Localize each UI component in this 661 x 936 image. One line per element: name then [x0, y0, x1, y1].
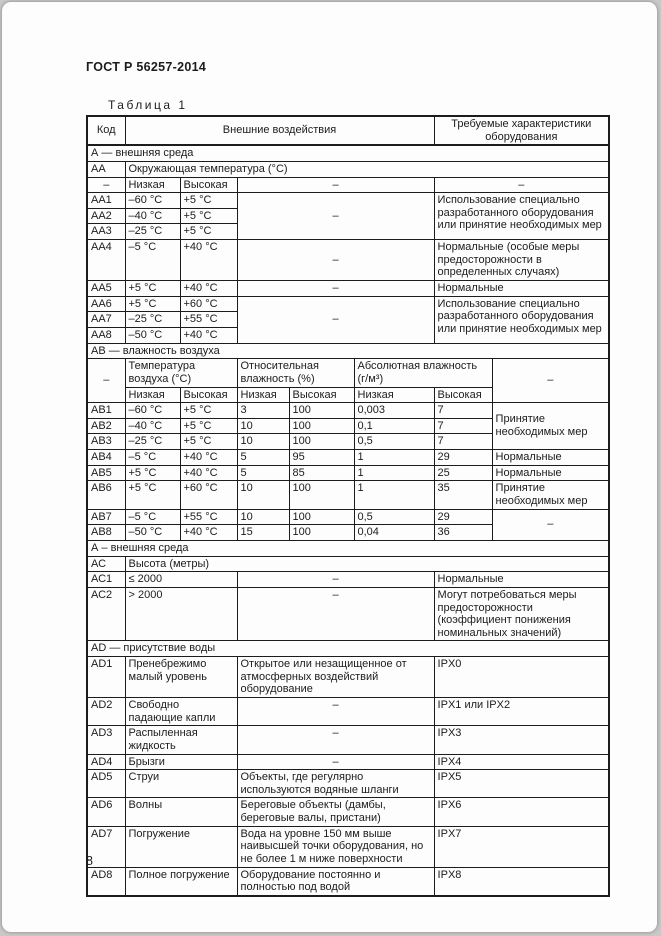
- section-row: [87, 540, 609, 556]
- table-row: [87, 177, 609, 193]
- table-cell: –: [237, 177, 434, 193]
- table-cell: 7: [434, 434, 492, 450]
- table-cell: Относительная влажность (%): [237, 359, 354, 387]
- table-cell: АА: [87, 161, 125, 177]
- table-cell: –60 °С: [125, 403, 180, 419]
- section-row: [87, 641, 609, 657]
- table-cell: 95: [289, 450, 354, 466]
- table-cell: Полное погружение: [125, 867, 237, 896]
- external-influences-table: [86, 115, 610, 897]
- table-cell: 10: [237, 481, 289, 509]
- table-cell: Объекты, где регулярно используются водяные шланги: [237, 770, 434, 798]
- table-cell: Низкая: [125, 387, 180, 403]
- table-cell: –50 °С: [125, 525, 180, 541]
- table-row: [87, 867, 609, 896]
- table-cell: АА1: [87, 193, 125, 209]
- table-cell: +5 °С: [180, 418, 237, 434]
- table-cell: 1: [354, 481, 434, 509]
- table-cell: Струи: [125, 770, 237, 798]
- table-cell: 10: [237, 418, 289, 434]
- table-cell: IPX8: [434, 867, 609, 896]
- table-cell: Принятие необходимых мер: [492, 403, 609, 450]
- table-cell: АА7: [87, 312, 125, 328]
- table-row: [87, 726, 609, 754]
- table-cell: AD3: [87, 726, 125, 754]
- table-row: [87, 798, 609, 826]
- table-cell: Нормальные: [434, 572, 609, 588]
- table-cell: AD1: [87, 657, 125, 698]
- col-header-influences: Внешние воздействия: [125, 116, 434, 145]
- table-cell: IPX6: [434, 798, 609, 826]
- table-cell: 100: [289, 418, 354, 434]
- table-cell: 100: [289, 509, 354, 525]
- table-cell: –: [237, 726, 434, 754]
- table-cell: 1: [354, 450, 434, 466]
- table-cell: +60 °С: [180, 481, 237, 509]
- table-cell: Открытое или незащищенное от атмосферных воздействий оборудование: [237, 657, 434, 698]
- table-cell: 29: [434, 450, 492, 466]
- table-row: [87, 826, 609, 867]
- table-cell: +5 °С: [125, 481, 180, 509]
- table-row: [87, 359, 609, 387]
- table-cell: –: [237, 754, 434, 770]
- table-cell: Использование специально разработанного оборудования или принятие необходимых мер: [434, 296, 609, 343]
- table-cell: Абсолютная влажность (г/м³): [354, 359, 492, 387]
- page-content: [86, 60, 610, 897]
- table-cell: Пренебрежимо малый уровень: [125, 657, 237, 698]
- table-cell: –25 °С: [125, 312, 180, 328]
- table-cell: АВ6: [87, 481, 125, 509]
- table-cell: Температура воздуха (°С): [125, 359, 237, 387]
- table-cell: IPX1 или IPX2: [434, 697, 609, 725]
- table-row: [87, 770, 609, 798]
- table-body: [87, 116, 609, 896]
- doc-number: ГОСТ Р 56257-2014: [86, 60, 207, 74]
- table-cell: +5 °С: [180, 224, 237, 240]
- table-cell: Низкая: [237, 387, 289, 403]
- table-row: [87, 450, 609, 466]
- table-cell: +40 °С: [180, 450, 237, 466]
- table-cell: IPX4: [434, 754, 609, 770]
- table-cell: –: [87, 177, 125, 193]
- table-cell: Распыленная жидкость: [125, 726, 237, 754]
- table-cell: Свободно падающие капли: [125, 697, 237, 725]
- table-row: [87, 296, 609, 312]
- table-cell: Нормальные: [434, 281, 609, 297]
- table-cell: АА8: [87, 327, 125, 343]
- table-cell: 7: [434, 403, 492, 419]
- table-cell: –5 °С: [125, 450, 180, 466]
- table-row: [87, 465, 609, 481]
- table-cell: АВ3: [87, 434, 125, 450]
- table-cell: +60 °С: [180, 296, 237, 312]
- table-cell: Нормальные (особые меры предосторожности в определенных случаях): [434, 240, 609, 281]
- table-cell: 100: [289, 525, 354, 541]
- table-cell: Высокая: [289, 387, 354, 403]
- table-cell: +55 °С: [180, 312, 237, 328]
- table-cell: Брызги: [125, 754, 237, 770]
- table-row: [87, 556, 609, 572]
- table-cell: AD6: [87, 798, 125, 826]
- table-cell: +5 °С: [125, 296, 180, 312]
- table-cell: 36: [434, 525, 492, 541]
- table-cell: Нормальные: [492, 465, 609, 481]
- table-cell: 35: [434, 481, 492, 509]
- table-cell: АА5: [87, 281, 125, 297]
- page-number: 8: [86, 854, 93, 868]
- section-row: [87, 343, 609, 359]
- table-cell: 10: [237, 509, 289, 525]
- table-cell: Нормальные: [492, 450, 609, 466]
- section-row: [87, 145, 609, 161]
- table-cell: +5 °С: [180, 208, 237, 224]
- table-cell: IPX7: [434, 826, 609, 867]
- table-cell: IPX5: [434, 770, 609, 798]
- table-cell: IPX3: [434, 726, 609, 754]
- table-cell: IPX0: [434, 657, 609, 698]
- table-cell: AD8: [87, 867, 125, 896]
- table-cell: АВ2: [87, 418, 125, 434]
- table-cell: +55 °С: [180, 509, 237, 525]
- table-cell: +40 °С: [180, 240, 237, 281]
- table-cell: +40 °С: [180, 327, 237, 343]
- table-cell: ≤ 2000: [125, 572, 237, 588]
- table-cell: 0,003: [354, 403, 434, 419]
- table-row: [87, 572, 609, 588]
- table-cell: 0,1: [354, 418, 434, 434]
- table-cell: 1: [354, 465, 434, 481]
- table-cell: –: [237, 587, 434, 641]
- table-row: [87, 697, 609, 725]
- table-cell: Береговые объекты (дамбы, береговые валы, пристани): [237, 798, 434, 826]
- table-cell: 0,5: [354, 434, 434, 450]
- table-cell: +5 °С: [125, 281, 180, 297]
- table-row: [87, 587, 609, 641]
- table-row: [87, 240, 609, 281]
- section-label: AD — присутствие воды: [87, 641, 609, 657]
- table-cell: Принятие необходимых мер: [492, 481, 609, 509]
- table-cell: –60 °С: [125, 193, 180, 209]
- header-row: [87, 116, 609, 145]
- section-label: А — внешняя среда: [87, 145, 609, 161]
- table-cell: Могут потребоваться меры предосторожности (коэффициент понижения номинальных значений): [434, 587, 609, 641]
- table-label: Таблица 1: [108, 98, 188, 112]
- section-label: АВ — влажность воздуха: [87, 343, 609, 359]
- table-cell: Высокая: [180, 177, 237, 193]
- table-cell: Высокая: [434, 387, 492, 403]
- table-cell: –50 °С: [125, 327, 180, 343]
- table-cell: АВ7: [87, 509, 125, 525]
- table-row: [87, 193, 609, 209]
- table-cell: АВ4: [87, 450, 125, 466]
- table-cell: АА2: [87, 208, 125, 224]
- table-cell: –: [237, 193, 434, 240]
- table-cell: +5 °С: [180, 193, 237, 209]
- table-cell: 5: [237, 465, 289, 481]
- table-cell: +5 °С: [180, 403, 237, 419]
- table-cell: АС2: [87, 587, 125, 641]
- table-cell: –: [237, 296, 434, 343]
- table-row: [87, 161, 609, 177]
- table-cell: АВ8: [87, 525, 125, 541]
- table-cell: AD2: [87, 697, 125, 725]
- table-cell: Использование специально разработанного оборудования или принятие необходимых мер: [434, 193, 609, 240]
- table-cell: –: [434, 177, 609, 193]
- table-cell: АВ1: [87, 403, 125, 419]
- table-cell: AD4: [87, 754, 125, 770]
- table-cell: –40 °С: [125, 418, 180, 434]
- table-cell: +5 °С: [180, 434, 237, 450]
- table-cell: –5 °С: [125, 509, 180, 525]
- table-cell: 10: [237, 434, 289, 450]
- table-row: [87, 509, 609, 525]
- table-cell: 29: [434, 509, 492, 525]
- table-cell: АА4: [87, 240, 125, 281]
- table-cell: +40 °С: [180, 281, 237, 297]
- table-cell: +5 °С: [125, 465, 180, 481]
- table-cell: Высота (метры): [125, 556, 609, 572]
- table-cell: Высокая: [180, 387, 237, 403]
- table-cell: 0,04: [354, 525, 434, 541]
- table-cell: AD5: [87, 770, 125, 798]
- col-header-requirements: Требуемые характеристики оборудования: [434, 116, 609, 145]
- table-cell: АС: [87, 556, 125, 572]
- table-cell: 100: [289, 434, 354, 450]
- table-cell: Низкая: [354, 387, 434, 403]
- table-cell: +40 °С: [180, 465, 237, 481]
- table-row: [87, 281, 609, 297]
- table-row: [87, 403, 609, 419]
- table-cell: 100: [289, 403, 354, 419]
- table-cell: > 2000: [125, 587, 237, 641]
- table-cell: 7: [434, 418, 492, 434]
- table-cell: Погружение: [125, 826, 237, 867]
- table-cell: –: [237, 281, 434, 297]
- table-cell: –40 °С: [125, 208, 180, 224]
- table-cell: 85: [289, 465, 354, 481]
- table-cell: –: [492, 509, 609, 540]
- table-cell: Оборудование постоянно и полностью под водой: [237, 867, 434, 896]
- table-cell: AD7: [87, 826, 125, 867]
- table-cell: АВ5: [87, 465, 125, 481]
- table-cell: –: [492, 359, 609, 403]
- table-cell: АА3: [87, 224, 125, 240]
- table-cell: –25 °С: [125, 224, 180, 240]
- table-cell: 100: [289, 481, 354, 509]
- table-cell: 3: [237, 403, 289, 419]
- table-cell: АА6: [87, 296, 125, 312]
- table-cell: –: [237, 240, 434, 281]
- table-cell: –: [237, 697, 434, 725]
- table-cell: Волны: [125, 798, 237, 826]
- table-cell: Низкая: [125, 177, 180, 193]
- table-cell: –5 °С: [125, 240, 180, 281]
- col-header-code: Код: [87, 116, 125, 145]
- table-cell: Окружающая температура (°С): [125, 161, 609, 177]
- table-cell: 5: [237, 450, 289, 466]
- table-row: [87, 481, 609, 509]
- section-label: А – внешняя среда: [87, 540, 609, 556]
- table-cell: 0,5: [354, 509, 434, 525]
- table-cell: 15: [237, 525, 289, 541]
- table-cell: 25: [434, 465, 492, 481]
- table-cell: +40 °С: [180, 525, 237, 541]
- table-row: [87, 754, 609, 770]
- table-cell: –: [237, 572, 434, 588]
- table-cell: АС1: [87, 572, 125, 588]
- table-cell: –25 °С: [125, 434, 180, 450]
- document-page: [2, 2, 657, 932]
- table-cell: Вода на уровне 150 мм выше наивысшей точки оборудования, но не более 1 м ниже поверхности: [237, 826, 434, 867]
- table-row: [87, 657, 609, 698]
- table-cell: –: [87, 359, 125, 403]
